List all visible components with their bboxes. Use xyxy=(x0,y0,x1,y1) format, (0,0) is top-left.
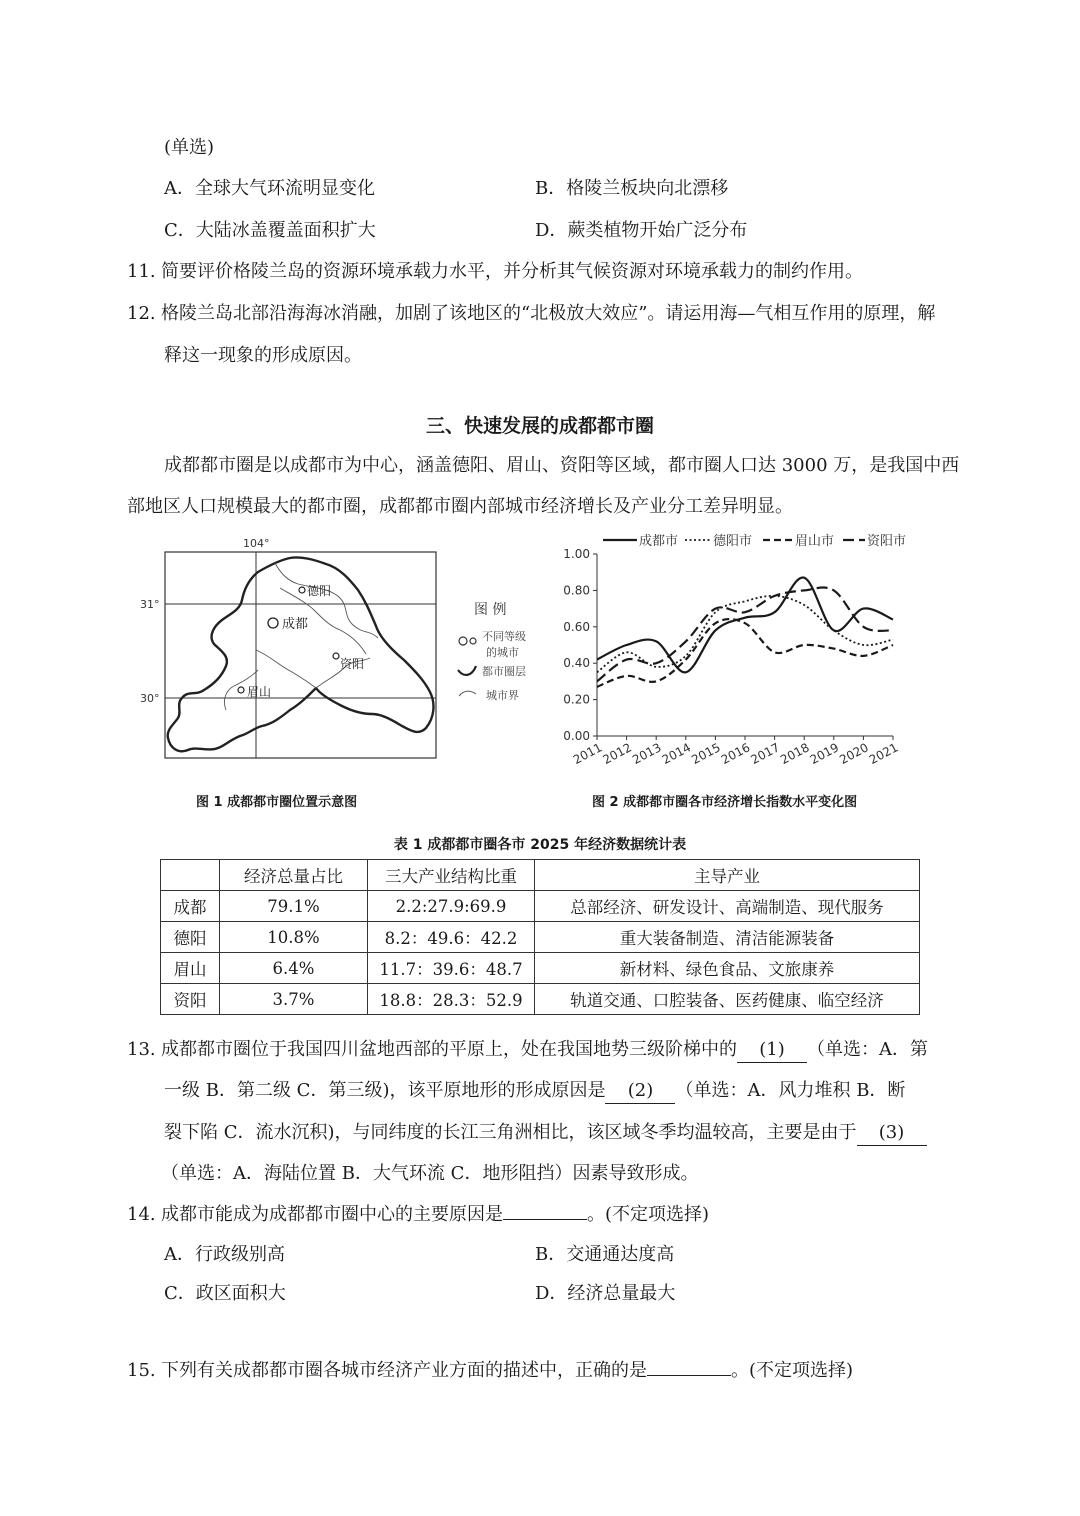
option-c[interactable]: C．政区面积大 xyxy=(164,1283,286,1304)
y-tick-label: 0.20 xyxy=(563,692,590,707)
lat-label: 30° xyxy=(140,692,160,705)
question-14-text: 成都市能成为成都都市圈中心的主要原因是 。(不定项选择) xyxy=(161,1204,710,1225)
table-cell: 8.2：49.6：42.2 xyxy=(368,922,535,953)
x-tick-label: 2012 xyxy=(600,740,635,767)
legend-dot-small xyxy=(470,638,476,644)
option-c[interactable]: C．大陆冰盖覆盖面积扩大 xyxy=(164,220,376,241)
legend-label: 成都市 xyxy=(639,534,679,549)
table-header: 主导产业 xyxy=(535,860,920,891)
answer-blank-1[interactable]: (1) xyxy=(737,1038,807,1063)
y-tick-label: 0.00 xyxy=(563,729,590,743)
map-frame xyxy=(165,552,436,758)
table-cell: 79.1% xyxy=(220,891,368,922)
table-cell: 德阳 xyxy=(161,922,220,953)
question-number: 11. xyxy=(127,261,156,282)
growth-line-chart xyxy=(555,528,925,778)
x-tick-label: 2014 xyxy=(659,740,694,767)
series-line-3 xyxy=(597,587,893,681)
series-line-0 xyxy=(597,577,893,672)
option-a[interactable]: A．全球大气环流明显变化 xyxy=(164,178,375,199)
city-label-meishan: 眉山 xyxy=(247,685,272,699)
economic-data-table xyxy=(160,829,920,1015)
option-b[interactable]: B．交通通达度高 xyxy=(535,1244,675,1265)
answer-blank-2[interactable]: (2) xyxy=(605,1079,675,1104)
y-tick-label: 0.80 xyxy=(563,583,590,598)
legend-label: 不同等级 xyxy=(482,630,526,643)
table-header-row xyxy=(161,860,920,891)
table-row xyxy=(161,891,920,922)
question-13-line3: 裂下陷 C．流水沉积)，与同纬度的长江三角洲相比，该区域冬季均温较高，主要是由于 (3) xyxy=(164,1121,927,1146)
city-dot-major xyxy=(268,618,278,628)
legend-boundary-symbol xyxy=(459,691,476,696)
table-cell: 总部经济、研发设计、高端制造、现代服务 xyxy=(535,891,920,922)
legend-label: 德阳市 xyxy=(713,534,753,549)
legend-label: 城市界 xyxy=(486,689,519,702)
table-header: 经济总量占比 xyxy=(220,860,368,891)
x-tick-label: 2015 xyxy=(689,740,723,767)
answer-blank[interactable] xyxy=(647,1375,731,1376)
table-header xyxy=(161,860,220,891)
legend-dot-large xyxy=(459,637,467,645)
location-map xyxy=(130,530,550,770)
table-cell: 11.7：39.6：48.7 xyxy=(368,953,535,984)
x-tick-label: 2016 xyxy=(718,740,753,767)
lat-label: 31° xyxy=(140,598,160,611)
table-title: 表 1 成都都市圈各市 2025 年经济数据统计表 xyxy=(161,829,920,860)
question-number: 15. xyxy=(127,1360,156,1381)
legend-label: 的城市 xyxy=(486,646,519,659)
city-label-ziyang: 资阳 xyxy=(340,657,365,671)
question-13-line4: （单选：A．海陆位置 B．大气环流 C．地形阻挡）因素导致形成。 xyxy=(161,1163,699,1184)
question-12-line2: 释这一现象的形成原因。 xyxy=(164,345,362,366)
table-cell: 重大装备制造、清洁能源装备 xyxy=(535,922,920,953)
x-tick-label: 2021 xyxy=(866,740,901,767)
section-intro-line2: 部地区人口规模最大的都市圈，成都都市圈内部城市经济增长及产业分工差异明显。 xyxy=(127,496,793,517)
figure-2-caption: 图 2 成都都市圈各市经济增长指数水平变化图 xyxy=(592,795,858,810)
y-tick-label: 0.40 xyxy=(563,656,590,671)
legend-label: 资阳市 xyxy=(867,534,907,549)
option-d[interactable]: D．经济总量最大 xyxy=(535,1283,676,1304)
legend-ring-symbol xyxy=(458,666,476,675)
city-label-deyang: 德阳 xyxy=(307,584,332,598)
x-tick-label: 2018 xyxy=(778,740,812,767)
table-cell: 18.8：28.3：52.9 xyxy=(368,984,535,1015)
table-cell: 资阳 xyxy=(161,984,220,1015)
question-13-line2: 一级 B．第二级 C．第三级)，该平原地形的形成原因是 (2) （单选：A．风力堆积 B．断 xyxy=(164,1079,905,1104)
question-13-line1: 成都都市圈位于我国四川盆地西部的平原上，处在我国地势三级阶梯中的 (1) （单选：A．第 xyxy=(161,1038,928,1063)
option-b[interactable]: B．格陵兰板块向北漂移 xyxy=(535,178,729,199)
answer-blank[interactable] xyxy=(503,1219,587,1220)
table-cell: 新材料、绿色食品、文旅康养 xyxy=(535,953,920,984)
table-cell: 2.2:27.9:69.9 xyxy=(368,891,535,922)
y-tick-label: 1.00 xyxy=(563,547,590,561)
metro-boundary xyxy=(168,557,434,751)
question-number: 14. xyxy=(127,1204,156,1225)
table-cell: 3.7% xyxy=(220,984,368,1015)
city-dot xyxy=(238,687,244,693)
x-tick-label: 2017 xyxy=(748,740,783,767)
figure-1-caption: 图 1 成都都市圈位置示意图 xyxy=(196,795,358,810)
table-cell: 6.4% xyxy=(220,953,368,984)
series-line-2 xyxy=(597,619,893,687)
table-cell: 10.8% xyxy=(220,922,368,953)
lon-label: 104° xyxy=(243,537,270,550)
table-cell: 眉山 xyxy=(161,953,220,984)
question-11-text: 简要评价格陵兰岛的资源环境承载力水平，并分析其气候资源对环境承载力的制约作用。 xyxy=(161,261,863,282)
city-dot xyxy=(333,653,339,659)
answer-blank-3[interactable]: (3) xyxy=(857,1121,927,1146)
x-tick-label: 2011 xyxy=(570,740,605,767)
legend-label: 眉山市 xyxy=(795,534,835,549)
section-title: 三、快速发展的成都都市圈 xyxy=(425,415,654,437)
y-tick-label: 0.60 xyxy=(563,619,590,634)
city-dot xyxy=(299,587,305,593)
table-cell: 成都 xyxy=(161,891,220,922)
table-row xyxy=(161,922,920,953)
option-d[interactable]: D．蕨类植物开始广泛分布 xyxy=(535,220,748,241)
question-number: 13. xyxy=(127,1039,156,1060)
table-row xyxy=(161,984,920,1015)
question-number: 12. xyxy=(127,303,156,324)
x-tick-label: 2013 xyxy=(630,740,664,767)
question-12-line1: 格陵兰岛北部沿海海冰消融，加剧了该地区的“北极放大效应”。请运用海—气相互作用的原理，解 xyxy=(161,303,936,324)
question-type: (单选) xyxy=(164,137,215,158)
table-header: 三大产业结构比重 xyxy=(368,860,535,891)
section-intro-line1: 成都都市圈是以成都市为中心，涵盖德阳、眉山、资阳等区域，都市圈人口达 3000 万，是我国中西 xyxy=(164,455,960,476)
table-row xyxy=(161,953,920,984)
option-a[interactable]: A．行政级别高 xyxy=(164,1244,285,1265)
city-label-chengdu: 成都 xyxy=(282,617,309,632)
legend-title: 图 例 xyxy=(474,602,507,618)
table-cell: 轨道交通、口腔装备、医药健康、临空经济 xyxy=(535,984,920,1015)
x-tick-label: 2020 xyxy=(837,740,871,767)
legend-label: 都市圈层 xyxy=(482,665,526,678)
question-15-text: 下列有关成都都市圈各城市经济产业方面的描述中，正确的是 。(不定项选择) xyxy=(161,1360,854,1381)
x-tick-label: 2019 xyxy=(807,740,842,767)
